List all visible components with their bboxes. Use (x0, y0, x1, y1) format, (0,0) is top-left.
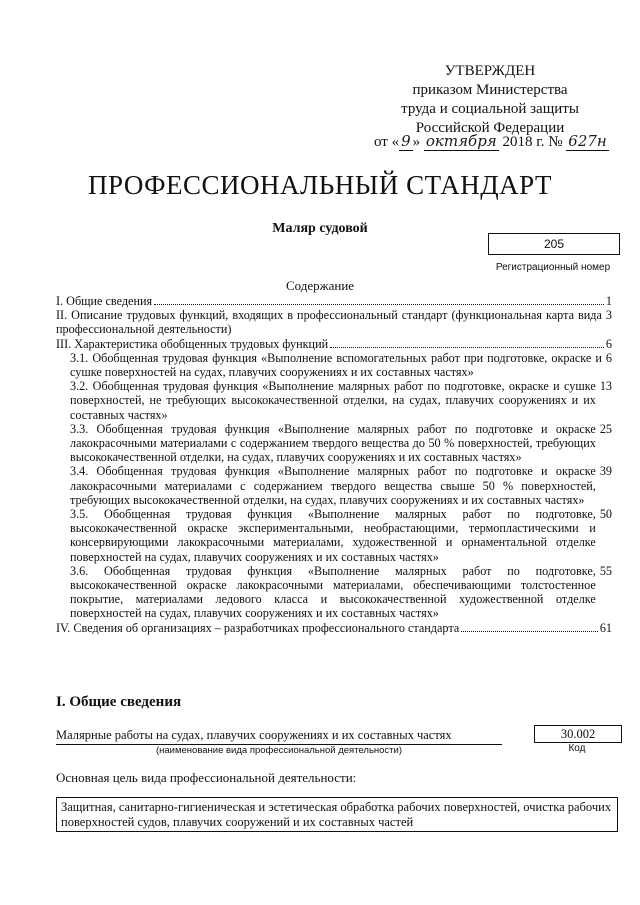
toc-entry[interactable]: 3.5. Обобщенная трудовая функция «Выполнение малярных работ по подготовке, высококачественной окраске экспериментальными, необрастающими, термопластическими и консервирующими лакокрасочными материалами, художественной и орнаментальной отделке поверхностей на судах, плавучих сооружениях и их составных частях» 50 (70, 507, 612, 564)
approved-heading: УТВЕРЖДЕН (444, 63, 536, 79)
goal-text: Защитная, санитарно-гигиеническая и эстетическая обработка рабочих поверхностей, очистка рабочих поверхностей судов, плавучих сооружений и их составных частей (56, 797, 618, 832)
toc-entry[interactable]: I. Общие сведения 1 (56, 294, 612, 308)
activity-code: 30.002 (534, 725, 622, 743)
registration-number: 205 (488, 233, 620, 255)
page-title: ПРОФЕССИОНАЛЬНЫЙ СТАНДАРТ (87, 170, 553, 200)
toc-entry[interactable]: IV. Сведения об организациях – разработчиках профессионального стандарта 61 (56, 620, 612, 635)
toc-entry[interactable]: III. Характеристика обобщенных трудовых функций 6 (56, 336, 612, 351)
toc-entry[interactable]: 3.3. Обобщенная трудовая функция «Выполнение малярных работ по подготовке и окраске лакокрасочными материалами с содержанием твердого вещества до 50 % поверхностей, требующих высококачественной отделки, на судах, плавучих сооружениях и их составных частях» 25 (70, 421, 612, 465)
order-day: 9 (401, 132, 411, 150)
toc-title: Содержание (285, 278, 355, 293)
order-month: октября (425, 132, 497, 150)
table-of-contents (56, 294, 612, 635)
registration-label: Регистрационный номер (495, 262, 611, 273)
approved-line-3: Российской Федерации (415, 120, 565, 136)
approval-block (360, 62, 620, 138)
toc-entry[interactable]: II. Описание трудовых функций, входящих в профессиональный стандарт (функциональная карта вида профессиональной деятельности) 3 (56, 308, 612, 337)
approved-line-2: труда и социальной защиты (401, 101, 579, 117)
code-label: Код (568, 743, 586, 754)
activity-caption: (наименование вида профессиональной деятельности) (155, 745, 403, 756)
toc-entry[interactable]: 3.2. Обобщенная трудовая функция «Выполнение малярных работ по подготовке, окраске и сушке поверхностей, не требующих высококачественной отделки, на судах, плавучих сооружениях и их составных частях» 13 (70, 379, 612, 422)
standard-name: Маляр судовой (272, 221, 368, 236)
order-year: 2018 г. № (502, 134, 563, 150)
toc-entry[interactable]: 3.1. Обобщенная трудовая функция «Выполнение вспомогательных работ при подготовке, окраске и сушке поверхностей на судах, плавучих сооружениях и их составных частях» 6 (70, 350, 612, 380)
order-mid: » (412, 134, 421, 150)
activity-name: Малярные работы на судах, плавучих сооружениях и их составных частях (56, 728, 502, 745)
goal-label: Основная цель вида профессиональной деятельности: (56, 770, 357, 785)
order-prefix: от « (374, 134, 400, 150)
toc-entry[interactable]: 3.6. Обобщенная трудовая функция «Выполнение малярных работ по подготовке, высококачественной окраске лакокрасочными материалами, обеспечивающими толстостенное покрытие, материалами ледового класса и высококачественной художественной отделке поверхностей на судах, плавучих сооружениях и их составных частях» 55 (70, 563, 612, 621)
order-date-line (374, 132, 609, 151)
section-heading: I. Общие сведения (56, 694, 182, 710)
toc-entry[interactable]: 3.4. Обобщенная трудовая функция «Выполнение малярных работ по подготовке и окраске лакокрасочными материалами с содержанием твердого вещества свыше 50 % поверхностей, требующих высококачественной отделки, на судах, плавучих сооружениях и их составных частях» 39 (70, 464, 612, 507)
approved-line-1: приказом Министерства (412, 82, 568, 98)
order-number: 627н (568, 132, 607, 150)
